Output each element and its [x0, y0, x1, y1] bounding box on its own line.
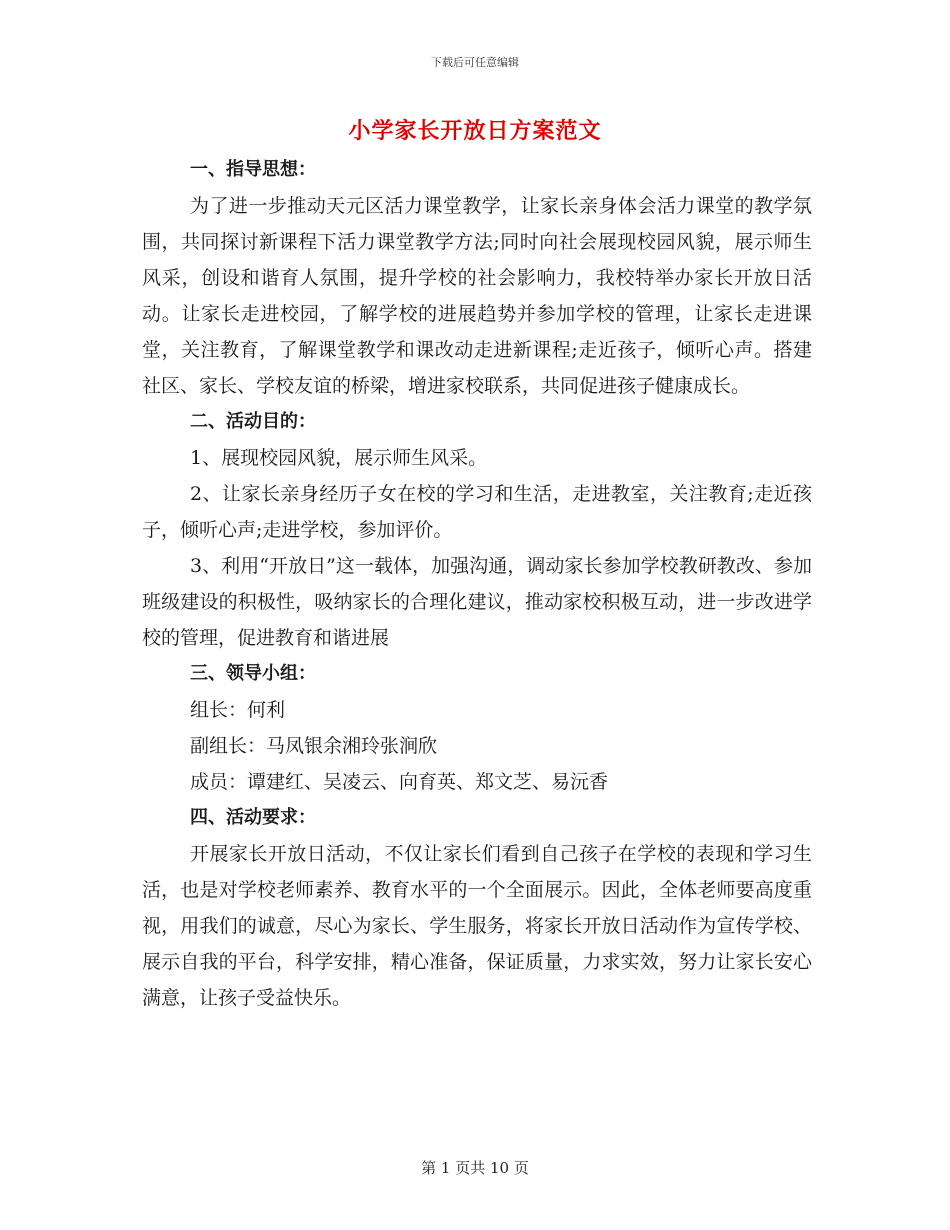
group-leader: 组长：何利: [190, 699, 286, 721]
group-deputy-leader: 副组长：马凤银余湘玲张涧欣: [190, 735, 438, 757]
section-heading-leadership-group: 三、领导小组：: [190, 663, 316, 684]
purpose-item-3: 3、利用“开放日”这一载体，加强沟通，调动家长参加学校教研教改、参加班级建设的积极性，吸纳家长的合理化建议，推动家校积极互动，进一步改进学校的管理，促进教育和谐进展: [142, 555, 812, 649]
page-number-footer: 第 1 页共 10 页: [421, 1159, 529, 1177]
group-members: 成员：谭建红、吴凌云、向育英、郑文芝、易沅香: [190, 771, 609, 793]
section-heading-activity-requirements: 四、活动要求：: [190, 807, 316, 828]
purpose-item-2: 2、让家长亲身经历子女在校的学习和生活，走进教室，关注教育;走近孩子，倾听心声;走进学校，参加评价。: [142, 483, 812, 541]
section-paragraph-guiding-thought: 为了进一步推动天元区活力课堂教学，让家长亲身体会活力课堂的教学氛围，共同探讨新课程下活力课堂教学方法;同时向社会展现校园风貌，展示师生风采，创设和谐育人氛围，提升学校的社会影响力，我校特举办家长开放日活动。让家长走进校园，了解学校的进展趋势并参加学校的管理，让家长走进课堂，关注教育，了解课堂教学和课改动走进新课程;走近孩子，倾听心声。搭建社区、家长、学校友谊的桥梁，增进家校联系，共同促进孩子健康成长。: [142, 195, 812, 397]
section-heading-activity-purpose: 二、活动目的：: [190, 411, 316, 432]
document-body: [142, 152, 812, 1016]
section-paragraph-activity-requirements: 开展家长开放日活动，不仅让家长们看到自己孩子在学校的表现和学习生活，也是对学校老师素养、教育水平的一个全面展示。因此，全体老师要高度重视，用我们的诚意，尽心为家长、学生服务，将家长开放日活动作为宣传学校、展示自我的平台，科学安排，精心准备，保证质量，力求实效，努力让家长安心满意，让孩子受益快乐。: [142, 843, 812, 1009]
header-note: 下载后可任意编辑: [431, 56, 519, 69]
purpose-item-1: 1、展现校园风貌，展示师生风采。: [190, 447, 488, 469]
document-title: 小学家长开放日方案范文: [348, 119, 602, 144]
section-heading-guiding-thought: 一、指导思想：: [190, 159, 316, 180]
